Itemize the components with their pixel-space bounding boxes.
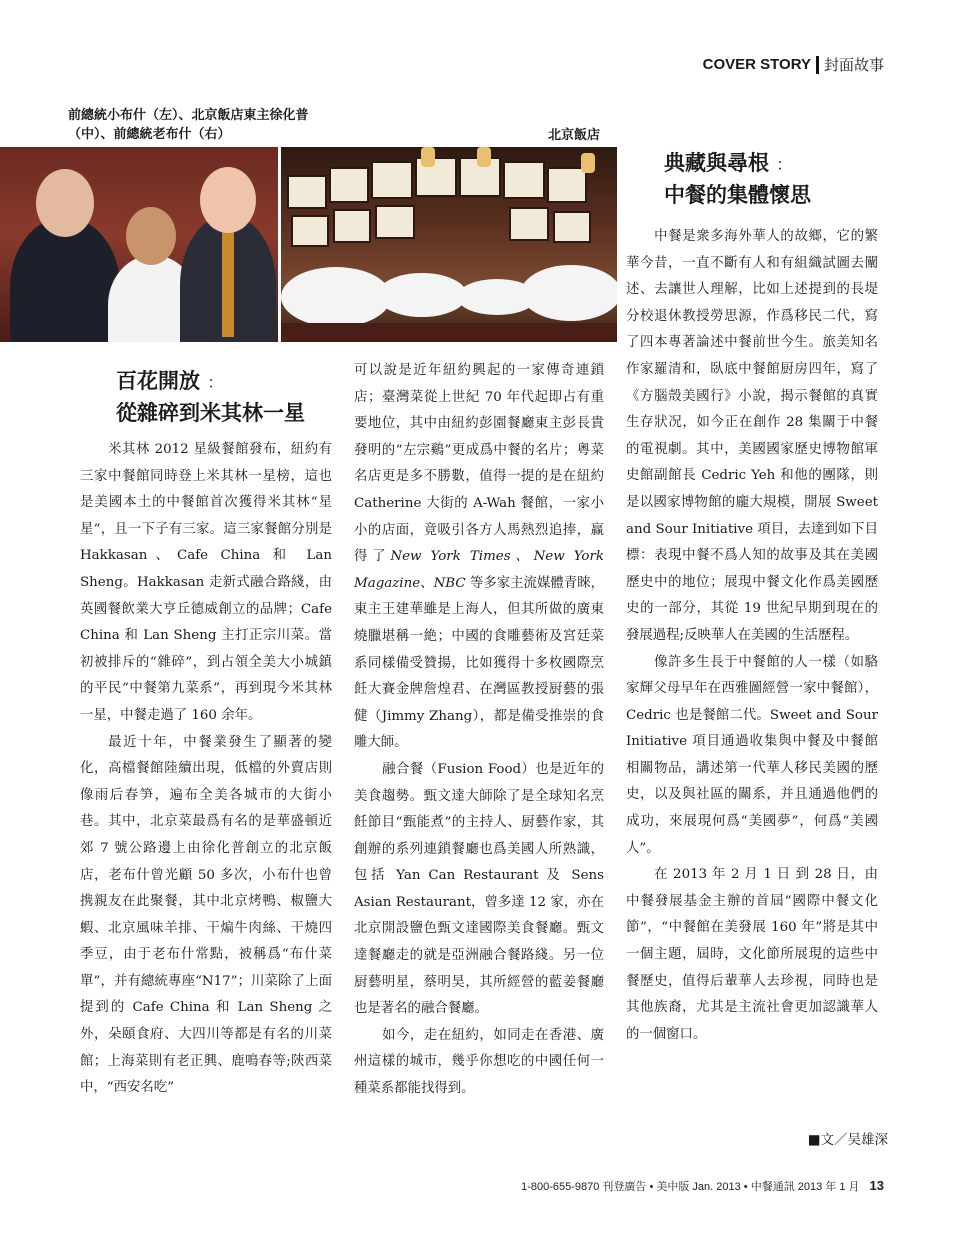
page-number: 13 <box>869 1178 884 1193</box>
col2-p1-text: 可以說是近年紐約興起的一家傳奇連鎖店；臺灣菜從上世紀 70 年代起即占有重要地位，其中由紐約彭園餐廳東主彭長貴發明的“左宗鷄”更成爲中餐的名片；粵菜名店更是多不勝數，值得一提的是在紐約 Catherine 大街的 A-Wah 餐館，一家小小的店面，竟吸引各方人馬熱烈追捧，赢得了 <box>354 363 604 565</box>
col2-paragraph-3: 如今，走在紐約，如同走在香港、廣州這樣的城市，幾乎你想吃的中國任何一種菜系都能找得到。 <box>354 1027 604 1097</box>
col1-paragraph-2: 最近十年，中餐業發生了顯著的變化，高檔餐館陸續出現，低檔的外賣店則像雨后春笋，遍布全美各城市的大街小巷。其中，北京菜最爲有名的是華盛頓近郊 7 號公路邊上由徐化普創立的北京飯店，老布什曾光顧 50 多次，小布什也曾携親友在此聚餐，其中北京烤鴨、椒鹽大蝦、北京風味羊排、干煸牛肉絲、干燒四季豆，由于老布什常點，被稱爲“布什菜單”，并有總統專座“N17”；川菜除了上面提到的 Cafe China 和 Lan Sheng 之外，朵頤食府、大四川等都是有名的川菜館；上海菜則有老正興、鹿鳴春等;陝西菜中，“西安名吃” <box>80 734 332 1096</box>
photo-caption-right: 北京飯店 <box>548 128 601 143</box>
col2-p1-media: New York Times、New York Magazine、NBC <box>354 549 604 591</box>
section-title-2 <box>664 148 811 210</box>
col1-paragraph-1: 米其林 2012 星級餐館發布，紐約有三家中餐館同時登上米其林一星榜，這也是美國本土的中餐館首次獲得米其林“星星”，且一下子有三家。這三家餐館分別是 Hakkasan、Cafe China 和 Lan Sheng。Hakkasan 走新式融合路綫，由英國餐飲業大亨丘德威創立的品牌；Cafe China 和 Lan Sheng 主打正宗川菜。當初被排斥的“雜碎”，到占領全美大小城鎮的平民“中餐第九菜系”，再到現今米其林一星，中餐走過了 160 余年。 <box>80 442 332 723</box>
byline: ■文／吴雄深 <box>807 1132 888 1148</box>
section-2-title-line2: 中餐的集體懷思 <box>664 183 811 207</box>
col2-p1-rest: 等多家主流媒體青睞，東主王建華雖是上海人，但其所做的廣東燒臘堪稱一絶；中國的食雕藝術及宮廷菜系同樣備受贊揚，比如獲得十多枚國際烹飪大賽金牌詹煌君、在灣區教授厨藝的張健（Jimmy Zhang），都是備受推崇的食雕大師。 <box>354 575 604 751</box>
section-1-colon: ： <box>207 373 224 392</box>
col3-paragraph-3: 在 2013 年 2 月 1 日 到 28 日，由中餐發展基金主辦的首屆“國際中餐文化節”，“中餐館在美發展 160 年”將是其中一個主題，屆時，文化節所展現的這些中餐歷史，值得后輩華人去珍視，同時也是其他族裔，尤其是主流社會更加認識華人的一個窗口。 <box>626 867 878 1042</box>
restaurant-photo <box>281 147 617 342</box>
footer-text: 1-800-655-9870 刊登廣告 • 美中版 Jan. 2013 • 中餐通訊 2013 年 1 月 <box>521 1181 860 1193</box>
photo-caption-left: 前總統小布什（左）、北京飯店東主徐化普（中）、前總統老布什（右） <box>68 108 309 142</box>
section-1-title-line1: 百花開放 <box>116 369 200 393</box>
section-1-title-line2: 從雜碎到米其林一星 <box>116 401 305 425</box>
section-2-title-line1: 典藏與尋根 <box>664 151 769 175</box>
header-divider <box>816 56 819 74</box>
col2-paragraph-2: 融合餐（Fusion Food）也是近年的美食趨勢。甄文達大師除了是全球知名烹飪節目“甄能煮”的主持人、厨藝作家，其創辦的系列連鎖餐廳也爲美國人所熟識，包括 Yan Can Restaurant 及 Sens Asian Restaurant，曾多達 12 家，亦在北京開設鹽色甄文達國際美食餐廳。甄文達餐廳走的就是亞洲融合餐路綫。另一位厨藝明星，蔡明昊，其所經營的藍姜餐廳也是著名的融合餐廳。 <box>354 761 604 1017</box>
header-en: COVER STORY <box>702 56 811 73</box>
page-header <box>703 54 884 75</box>
page-footer <box>521 1178 884 1194</box>
col3-paragraph-2: 像許多生長于中餐館的人一樣（如駱家輝父母早年在西雅圖經營一家中餐館），Cedric 也是餐館二代。Sweet and Sour Initiative 項目通過收集與中餐及中餐館相關物品，講述第一代華人移民美國的歷史，以及與社區的關系，并且通過他們的成功，來展現何爲“美國夢”，何爲“美國人”。 <box>626 654 878 856</box>
col3-paragraph-1: 中餐是衆多海外華人的故鄉，它的繁華今昔，一直不斷有人和有組織試圖去闡述、去讓世人理解，比如上述提到的長堤分校退休教授勞思源，作爲移民二代，寫了四本專著論述中餐前世今生。旅美知名作家羅清和，臥底中餐館厨房四年，寫了《方腦殼美國行》小說，揭示餐館的真實生存狀况，如今正在創作 28 集關于中餐的電視劇。其中，美國國家歷史博物館軍史館副館長 Cedric Yeh 和他的團隊，則是以國家博物館的龐大規模，開展 Sweet and Sour Initiative 項目，去達到如下目標：表現中餐不爲人知的故事及其在美國歷史中的地位；展現中餐文化作爲美國歷史的一部分，其從 19 世紀早期到現在的發展過程;反映華人在美國的生活歷程。 <box>626 229 878 643</box>
section-title-1 <box>116 366 305 428</box>
column-3 <box>626 224 878 1048</box>
col2-paragraph-1 <box>354 358 604 757</box>
presidents-photo <box>0 147 278 342</box>
column-2 <box>354 358 604 1103</box>
column-1 <box>80 437 332 1102</box>
section-2-colon: ： <box>776 155 793 174</box>
header-zh: 封面故事 <box>823 57 884 74</box>
